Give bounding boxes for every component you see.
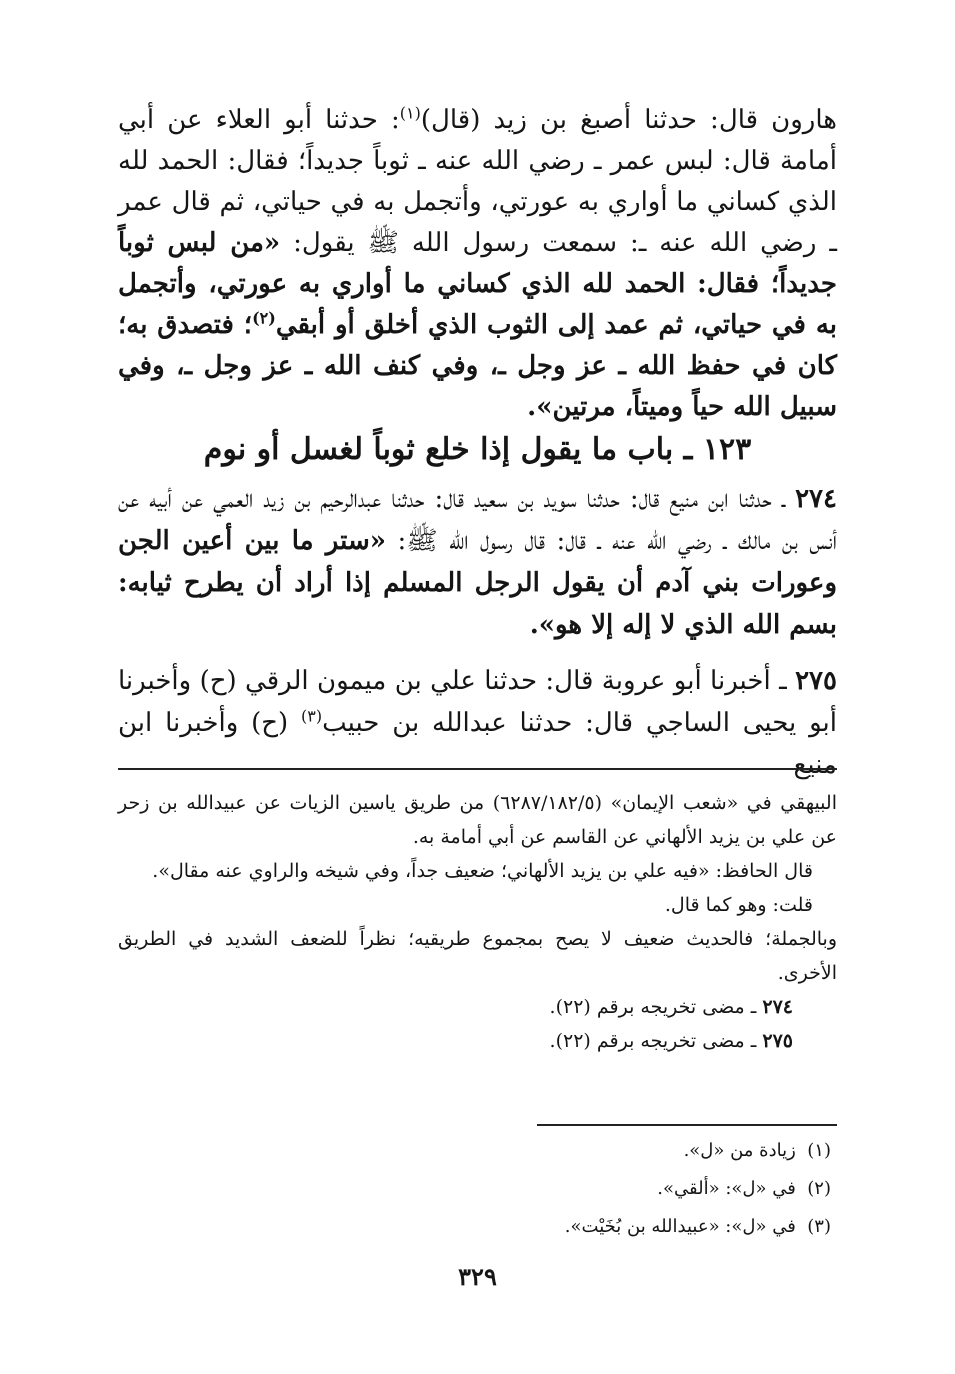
prophetic-saying: «من لبس ثوباً جديداً؛ فقال: الحمد لله الذي كساني ما أواري به عورتي، وأتجمل به في حياتي، ثم عمد إلى الثوب الذي أخلق أو أبقي	[118, 228, 837, 340]
hadith-chain: ـ حدثنا ابن منيع قال: حدثنا سويد بن سعيد قال: حدثنا عبدالرحيم بن زيد العمي عن أبيه عن أنس بن مالك ـ رضي الله عنه ـ قال: قال رسول الله ﷺ:	[118, 484, 837, 556]
passage-text: : حدثنا أبو العلاء عن أبي أمامة قال: لبس عمر ـ رضي الله عنه ـ ثوباً جديداً؛ فقال: الحمد لله الذي كساني ما أواري به عورتي، وأتجمل به في حياتي، ثم قال عمر ـ رضي الله عنه ـ: سمعت رسول الله ﷺ يقول:	[118, 105, 837, 258]
hadith-chain: ـ أخبرنا أبو عروبة قال: حدثنا علي بن ميمون الرقي (ح) وأخبرنا أبو يحيى الساجي قال: حدثنا عبدالله بن حبيب	[118, 666, 837, 738]
hadith-number: ٢٧٥	[795, 666, 837, 696]
footnote-text: في «ل»: «ألقي».	[657, 1178, 796, 1199]
footnote-text: زيادة من «ل».	[683, 1140, 796, 1161]
footnote-number: (٢)	[807, 1178, 831, 1199]
footnote-number: (١)	[807, 1140, 831, 1161]
commentary-paragraph: قال الحافظ: «فيه علي بن يزيد الألهاني؛ ضعيف جداً، وفي شيخه والراوي عنه مقال».	[152, 860, 813, 882]
footnotes	[118, 1132, 837, 1246]
hadith-number: ٢٧٤	[795, 484, 837, 514]
commentary-paragraph: قلت: وهو كما قال.	[664, 894, 813, 916]
footnote-item	[118, 1170, 837, 1208]
footnote-ref-2: (٢)	[252, 308, 276, 328]
prophetic-saying: «ستر ما بين أعين الجن وعورات بني آدم أن يقول الرجل المسلم إذا أراد أن يطرح ثيابه: بسم الله الذي لا إله إلا هو».	[118, 526, 837, 640]
chapter-heading: ١٢٣ ـ باب ما يقول إذا خلع ثوباً لغسل أو نوم	[203, 432, 752, 467]
footnote-ref-1: (١)	[399, 103, 421, 123]
footnote-item	[118, 1132, 837, 1170]
note-number: ٢٧٥	[762, 1030, 793, 1052]
hadith-273-continuation	[118, 100, 837, 428]
commentary-paragraph: وبالجملة؛ فالحديث ضعيف لا يصح بمجموع طريقيه؛ نظراً للضعف الشديد في الطريق الأخرى.	[118, 928, 837, 984]
top-passage	[118, 100, 837, 428]
footnote-item	[118, 1208, 837, 1246]
note-text: ـ مضى تخريجه برقم (٢٢).	[549, 996, 763, 1018]
footnote-divider	[537, 1124, 837, 1126]
commentary-notes	[118, 786, 837, 1058]
footnote-ref-3: (٣)	[300, 706, 323, 726]
footnote-number: (٣)	[807, 1216, 831, 1237]
takhrij-note-274	[118, 990, 837, 1024]
footnote-text: في «ل»: «عبيدالله بن بُخَيْت».	[564, 1216, 796, 1237]
note-number: ٢٧٤	[762, 996, 793, 1018]
commentary-divider	[118, 768, 837, 770]
page-number: ٣٢٩	[458, 1262, 497, 1291]
note-text: ـ مضى تخريجه برقم (٢٢).	[549, 1030, 763, 1052]
commentary-paragraph: البيهقي في «شعب الإيمان» (٦٢٨٧/١٨٢/٥) من طريق ياسين الزيات عن عبيدالله بن زحر عن علي بن يزيد الألهاني عن القاسم عن أبي أمامة به.	[118, 792, 837, 848]
passage-text: هارون قال: حدثنا أصبغ بن زيد (قال)	[420, 105, 837, 135]
hadith-chain: (ح) وأخبرنا ابن منيع	[118, 708, 837, 780]
prophetic-saying: ؛ فتصدق به؛ كان في حفظ الله ـ عز وجل ـ، وفي كنف الله ـ عز وجل ـ، وفي سبيل الله حياً وميتاً، مرتين».	[118, 310, 837, 422]
takhrij-note-275	[118, 1024, 837, 1058]
hadith-274	[118, 478, 837, 646]
